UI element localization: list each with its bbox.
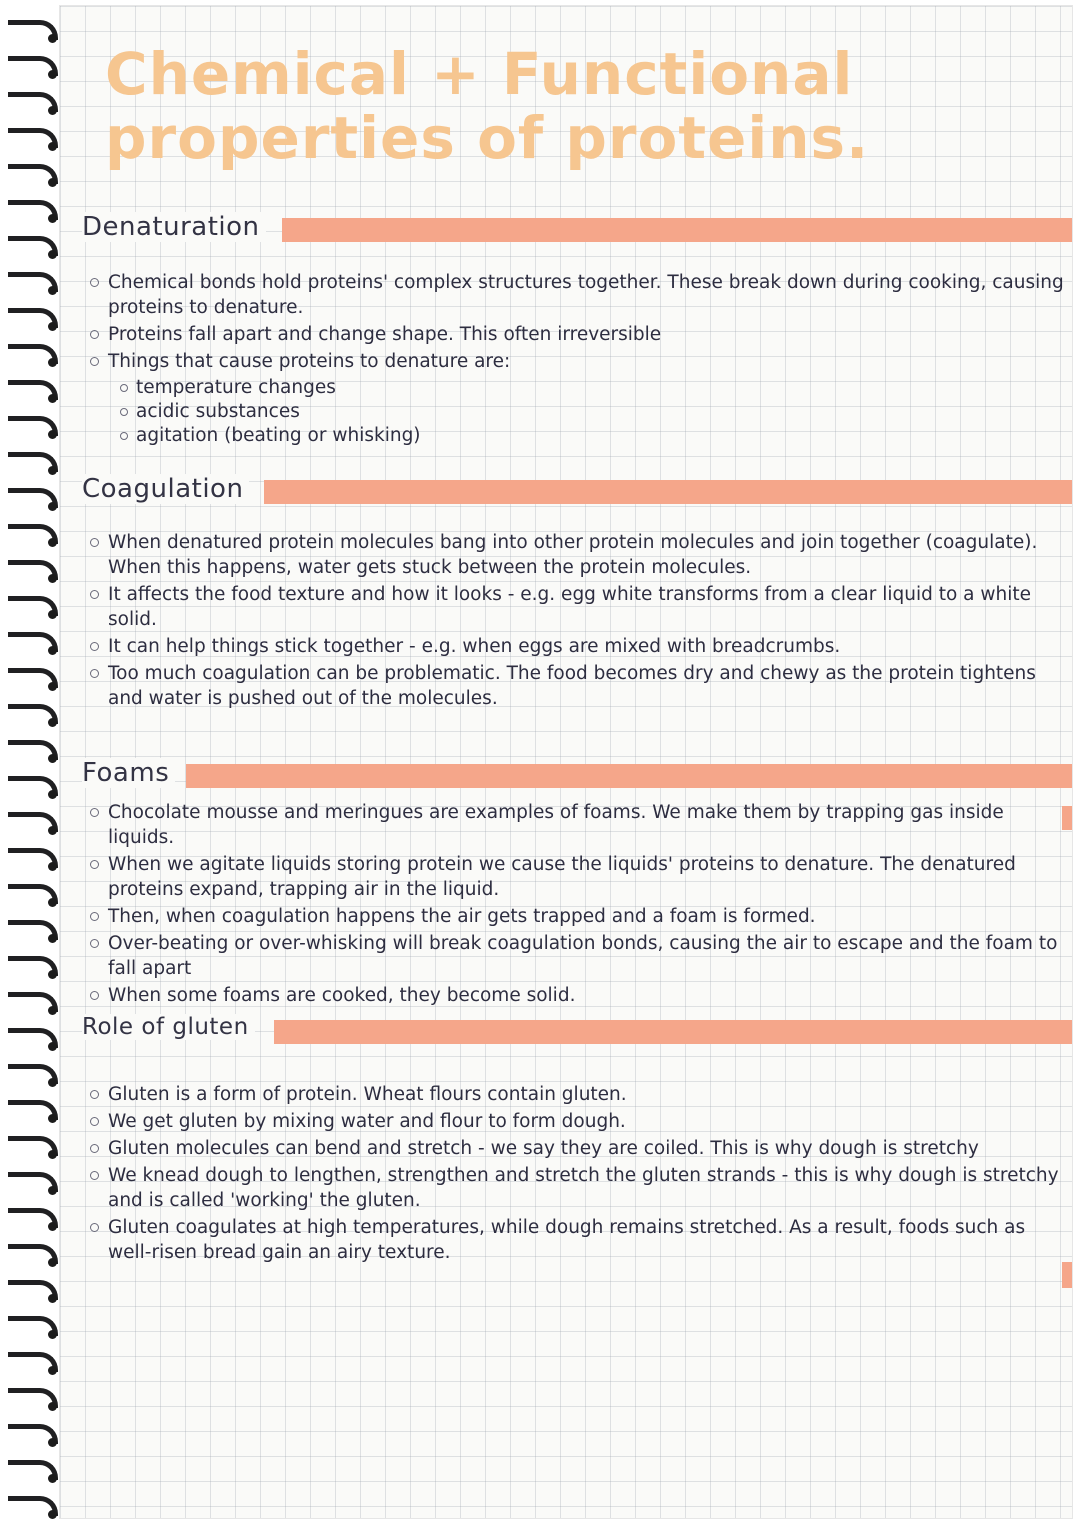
list-item: It can help things stick together - e.g. when eggs are mixed with breadcrumbs.: [108, 634, 1072, 659]
list-item: When some foams are cooked, they become solid.: [108, 983, 1072, 1008]
page-title: Chemical + Functional properties of proteins.: [105, 40, 870, 172]
bullet-list: [82, 270, 1072, 374]
heading-highlight-bar: [274, 1020, 1072, 1044]
binding-hole: [48, 1114, 57, 1123]
list-item: Too much coagulation can be problematic. The food becomes dry and chewy as the protein tightens and water is pushed out of the molecules.: [108, 661, 1072, 711]
list-item: Then, when coagulation happens the air gets trapped and a foam is formed.: [108, 904, 1072, 929]
binding-hole: [48, 214, 57, 223]
list-item: Gluten coagulates at high temperatures, while dough remains stretched. As a result, foods such as well-risen bread gain an airy texture.: [108, 1215, 1072, 1265]
binding-hole: [48, 1186, 57, 1195]
list-item: We get gluten by mixing water and flour to form dough.: [108, 1109, 1072, 1134]
binding-hole: [48, 934, 57, 943]
binding-hole: [48, 34, 57, 43]
sub-list-item: acidic substances: [136, 400, 1072, 424]
section-denaturation: [82, 212, 1072, 448]
bullet-list: [82, 800, 1072, 1008]
binding-hole: [48, 1222, 57, 1231]
list-item: Gluten is a form of protein. Wheat flours contain gluten.: [108, 1082, 1072, 1107]
binding-hole: [48, 574, 57, 583]
list-item: Chemical bonds hold proteins' complex structures together. These break down during cooking, causing proteins to denature.: [108, 270, 1072, 320]
spiral-binding: [0, 20, 64, 1510]
binding-hole: [48, 898, 57, 907]
binding-hole: [48, 718, 57, 727]
heading-highlight-bar: [186, 764, 1072, 788]
binding-hole: [48, 1366, 57, 1375]
binding-hole: [48, 538, 57, 547]
binding-hole: [48, 1402, 57, 1411]
binding-hole: [48, 970, 57, 979]
binding-hole: [48, 250, 57, 259]
bullet-list: [82, 1082, 1072, 1265]
sub-bullet-list: [82, 376, 1072, 448]
sub-list-item: agitation (beating or whisking): [136, 424, 1072, 448]
binding-hole: [48, 1438, 57, 1447]
binding-hole: [48, 178, 57, 187]
binding-hole: [48, 862, 57, 871]
section-coagulation: [82, 474, 1072, 713]
binding-hole: [48, 106, 57, 115]
list-item: Proteins fall apart and change shape. This often irreversible: [108, 322, 1072, 347]
binding-hole: [48, 286, 57, 295]
binding-hole: [48, 70, 57, 79]
section-heading: Foams: [82, 758, 175, 788]
binding-hole: [48, 610, 57, 619]
binding-hole: [48, 142, 57, 151]
heading-highlight-bar: [264, 480, 1072, 504]
list-item: Over-beating or over-whisking will break coagulation bonds, causing the air to escape and the foam to fall apart: [108, 931, 1072, 981]
binding-hole: [48, 1078, 57, 1087]
list-item: Chocolate mousse and meringues are examples of foams. We make them by trapping gas inside liquids.: [108, 800, 1072, 850]
binding-hole: [48, 394, 57, 403]
binding-hole: [48, 466, 57, 475]
margin-highlight-mark: [1062, 806, 1072, 830]
binding-hole: [48, 826, 57, 835]
list-item: It affects the food texture and how it looks - e.g. egg white transforms from a clear liquid to a white solid.: [108, 582, 1072, 632]
binding-hole: [48, 1006, 57, 1015]
list-item: We knead dough to lengthen, strengthen and stretch the gluten strands - this is why dough is stretchy and is called 'working' the gluten.: [108, 1163, 1072, 1213]
list-item: Things that cause proteins to denature are:: [108, 349, 1072, 374]
list-item: When denatured protein molecules bang into other protein molecules and join together (coagulate). When this happens, water gets stuck between the protein molecules.: [108, 530, 1072, 580]
bullet-list: [82, 530, 1072, 711]
binding-hole: [48, 502, 57, 511]
binding-hole: [48, 682, 57, 691]
binding-hole: [48, 1294, 57, 1303]
binding-hole: [48, 1510, 57, 1519]
binding-hole: [48, 754, 57, 763]
binding-hole: [48, 322, 57, 331]
margin-highlight-mark: [1062, 1262, 1072, 1288]
section-heading: Coagulation: [82, 474, 249, 504]
section-foams: [82, 758, 1072, 1010]
section-role-of-gluten: [82, 1014, 1072, 1267]
section-heading: Denaturation: [82, 212, 266, 242]
list-item: Gluten molecules can bend and stretch - we say they are coiled. This is why dough is stretchy: [108, 1136, 1072, 1161]
binding-hole: [48, 1258, 57, 1267]
binding-hole: [48, 358, 57, 367]
list-item: When we agitate liquids storing protein we cause the liquids' proteins to denature. The denatured proteins expand, trapping air in the liquid.: [108, 852, 1072, 902]
binding-hole: [48, 1150, 57, 1159]
binding-hole: [48, 430, 57, 439]
binding-hole: [48, 1042, 57, 1051]
sub-list-item: temperature changes: [136, 376, 1072, 400]
binding-hole: [48, 1474, 57, 1483]
binding-hole: [48, 790, 57, 799]
heading-highlight-bar: [282, 218, 1072, 242]
binding-hole: [48, 1330, 57, 1339]
binding-hole: [48, 646, 57, 655]
section-heading: Role of gluten: [82, 1014, 255, 1040]
